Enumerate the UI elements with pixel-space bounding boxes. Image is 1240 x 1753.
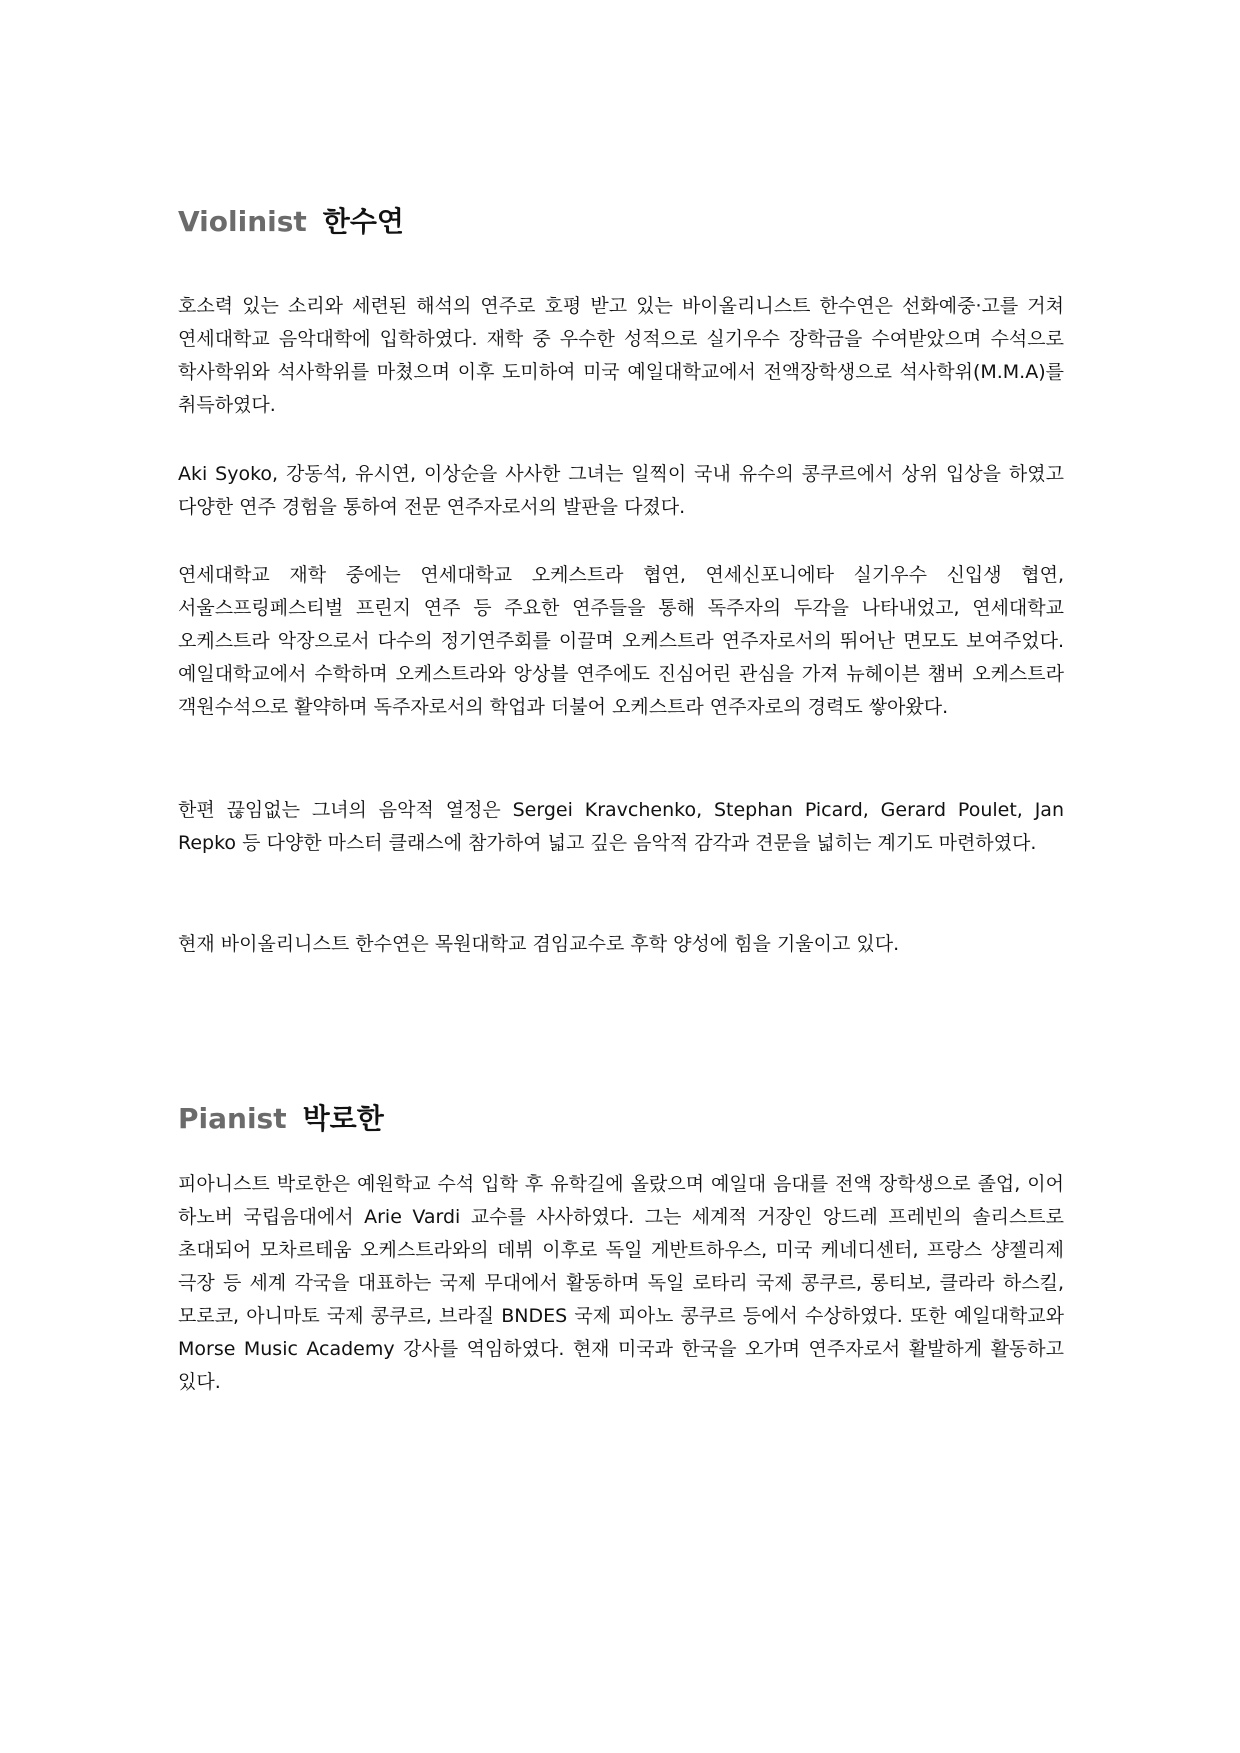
pianist-heading [178, 1099, 384, 1139]
pianist-paragraph-1: 피아니스트 박로한은 예원학교 수석 입학 후 유학길에 올랐으며 예일대 음대를 전액 장학생으로 졸업, 이어 하노버 국립음대에서 Arie Vardi 교수를 사사하였다. 그는 세계적 거장인 앙드레 프레빈의 솔리스트로 초대되어 모차르테움 오케스트라와의 데뷔 이후로 독일 게반트하우스, 미국 케네디센터, 프랑스 샹젤리제 극장 등 세계 각국을 대표하는 국제 무대에서 활동하며 독일 로타리 국제 콩쿠르, 롱티보, 클라라 하스킬, 모로코, 아니마토 국제 콩쿠르, 브라질 BNDES 국제 피아노 콩쿠르 등에서 수상하였다. 또한 예일대학교와 Morse Music Academy 강사를 역임하였다. 현재 미국과 한국을 오가며 연주자로서 활발하게 활동하고 있다. [178, 1173, 1064, 1393]
violinist-paragraph-4: 한편 끊임없는 그녀의 음악적 열정은 Sergei Kravchenko, Stephan Picard, Gerard Poulet, Jan Repko 등 다양한 마스터 클래스에 참가하여 넓고 깊은 음악적 감각과 견문을 넓히는 계기도 마련하였다. [178, 799, 1064, 854]
violinist-paragraph-1: 호소력 있는 소리와 세련된 해석의 연주로 호평 받고 있는 바이올리니스트 한수연은 선화예중·고를 거쳐 연세대학교 음악대학에 입학하였다. 재학 중 우수한 성적으로 실기우수 장학금을 수여받았으며 수석으로 학사학위와 석사학위를 마쳤으며 이후 도미하여 미국 예일대학교에서 전액장학생으로 석사학위(M.M.A)를 취득하였다. [178, 295, 1064, 416]
violinist-heading [178, 202, 404, 242]
pianist-role: Pianist [178, 1102, 287, 1135]
pianist-name: 박로한 [302, 1102, 384, 1135]
violinist-name: 한수연 [322, 205, 404, 238]
violinist-role: Violinist [178, 205, 307, 238]
violinist-paragraph-2: Aki Syoko, 강동석, 유시연, 이상순을 사사한 그녀는 일찍이 국내 유수의 콩쿠르에서 상위 입상을 하였고 다양한 연주 경험을 통하여 전문 연주자로서의 발판을 다졌다. [178, 463, 1064, 518]
violinist-paragraph-3: 연세대학교 재학 중에는 연세대학교 오케스트라 협연, 연세신포니에타 실기우수 신입생 협연, 서울스프링페스티벌 프린지 연주 등 주요한 연주들을 통해 독주자의 두각을 나타내었고, 연세대학교 오케스트라 악장으로서 다수의 정기연주회를 이끌며 오케스트라 연주자로서의 뛰어난 면모도 보여주었다. 예일대학교에서 수학하며 오케스트라와 앙상블 연주에도 진심어린 관심을 가져 뉴헤이븐 챔버 오케스트라 객원수석으로 활약하며 독주자로서의 학업과 더불어 오케스트라 연주자로의 경력도 쌓아왔다. [178, 564, 1064, 718]
violinist-paragraph-5: 현재 바이올리니스트 한수연은 목원대학교 겸임교수로 후학 양성에 힘을 기울이고 있다. [178, 933, 900, 955]
